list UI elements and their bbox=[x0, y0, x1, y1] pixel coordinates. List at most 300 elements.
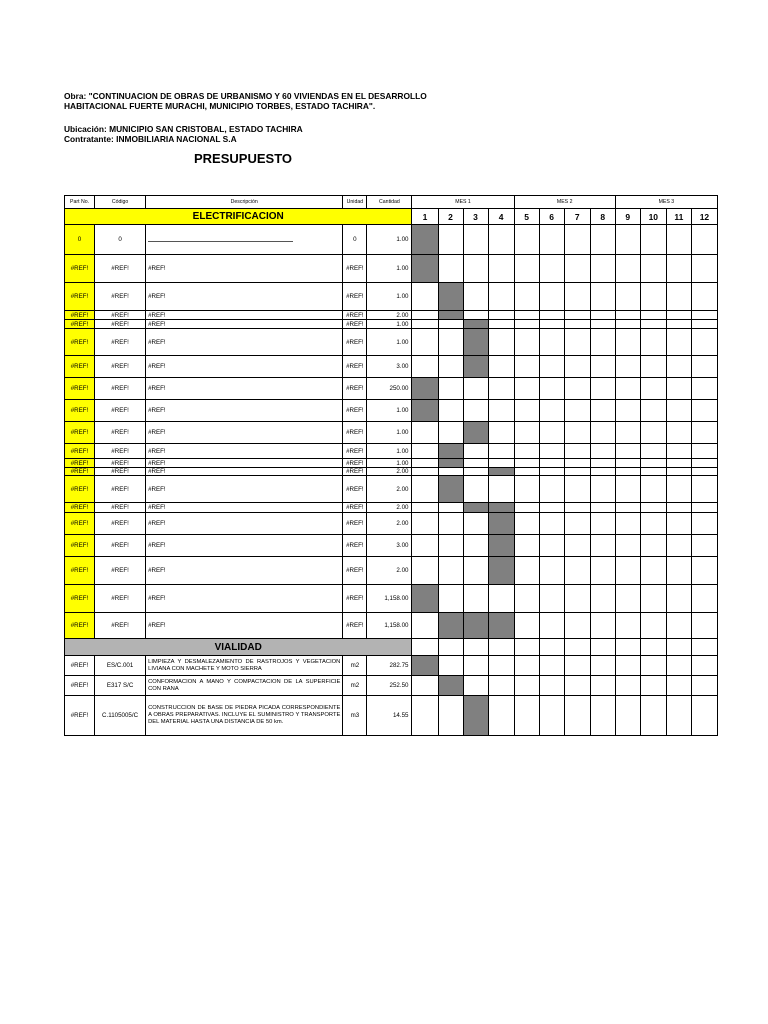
quantity-cell: 250.00 bbox=[367, 378, 412, 400]
gantt-cell bbox=[640, 320, 666, 329]
gantt-cell bbox=[640, 639, 666, 656]
gantt-cell bbox=[564, 476, 590, 503]
description-cell: CONSTRUCCION DE BASE DE PIEDRA PICADA CORRESPONDIENTE A OBRAS PREPARATIVAS. INCLUYE EL SUMINISTRO Y TRANSPORTE DEL MATERIAL HASTA UNA DISTANCIA DE 50 km. bbox=[146, 696, 343, 736]
gantt-cell bbox=[564, 225, 590, 255]
gantt-cell bbox=[640, 535, 666, 557]
gantt-cell bbox=[564, 535, 590, 557]
unit-cell: #REF! bbox=[343, 422, 367, 444]
gantt-cell bbox=[691, 400, 717, 422]
gantt-cell bbox=[412, 444, 438, 459]
quantity-cell: 2.00 bbox=[367, 476, 412, 503]
gantt-cell bbox=[640, 503, 666, 513]
gantt-cell bbox=[488, 329, 514, 356]
gantt-cell bbox=[640, 476, 666, 503]
gantt-cell bbox=[640, 356, 666, 378]
gantt-cell bbox=[564, 639, 590, 656]
col-header-code: Código bbox=[95, 196, 146, 209]
gantt-bar-cell bbox=[412, 378, 438, 400]
gantt-cell bbox=[463, 639, 488, 656]
gantt-cell bbox=[615, 676, 640, 696]
part-number-cell: #REF! bbox=[65, 676, 95, 696]
gantt-cell bbox=[514, 535, 539, 557]
gantt-cell bbox=[691, 696, 717, 736]
part-number-cell: #REF! bbox=[65, 503, 95, 513]
gantt-cell bbox=[615, 378, 640, 400]
gantt-cell bbox=[640, 255, 666, 283]
description-cell: #REF! bbox=[146, 444, 343, 459]
unit-cell: #REF! bbox=[343, 255, 367, 283]
gantt-cell bbox=[463, 225, 488, 255]
code-cell: #REF! bbox=[95, 513, 146, 535]
gantt-bar-cell bbox=[412, 400, 438, 422]
gantt-cell bbox=[590, 422, 615, 444]
gantt-cell bbox=[488, 676, 514, 696]
code-cell: #REF! bbox=[95, 255, 146, 283]
gantt-cell bbox=[539, 656, 564, 676]
gantt-cell bbox=[691, 557, 717, 585]
gantt-cell bbox=[463, 468, 488, 476]
gantt-cell bbox=[539, 422, 564, 444]
gantt-cell bbox=[514, 468, 539, 476]
part-number-cell: #REF! bbox=[65, 400, 95, 422]
quantity-cell: 1.00 bbox=[367, 422, 412, 444]
gantt-cell bbox=[615, 255, 640, 283]
description-cell: #REF! bbox=[146, 356, 343, 378]
gantt-cell bbox=[488, 459, 514, 468]
code-cell: #REF! bbox=[95, 503, 146, 513]
gantt-cell bbox=[488, 255, 514, 283]
gantt-bar-cell bbox=[463, 329, 488, 356]
week-header-3: 3 bbox=[463, 209, 488, 225]
gantt-cell bbox=[691, 639, 717, 656]
gantt-cell bbox=[514, 459, 539, 468]
unit-cell: #REF! bbox=[343, 356, 367, 378]
table-row bbox=[65, 400, 718, 422]
gantt-cell bbox=[514, 356, 539, 378]
month-header-3: MES 3 bbox=[615, 196, 717, 209]
gantt-cell bbox=[488, 639, 514, 656]
unit-cell: #REF! bbox=[343, 378, 367, 400]
code-cell: #REF! bbox=[95, 400, 146, 422]
gantt-cell bbox=[564, 329, 590, 356]
col-header-desc: Descripción bbox=[146, 196, 343, 209]
gantt-cell bbox=[666, 513, 691, 535]
gantt-cell bbox=[438, 468, 463, 476]
gantt-cell bbox=[615, 225, 640, 255]
gantt-cell bbox=[564, 378, 590, 400]
gantt-cell bbox=[514, 283, 539, 311]
gantt-cell bbox=[666, 503, 691, 513]
unit-cell: #REF! bbox=[343, 613, 367, 639]
code-cell: #REF! bbox=[95, 468, 146, 476]
gantt-cell bbox=[539, 283, 564, 311]
gantt-cell bbox=[438, 639, 463, 656]
gantt-bar-cell bbox=[488, 513, 514, 535]
gantt-cell bbox=[615, 535, 640, 557]
section-header-row bbox=[65, 639, 718, 656]
table-row bbox=[65, 225, 718, 255]
contratante-line: Contratante: INMOBILIARIA NACIONAL S.A bbox=[64, 134, 237, 144]
table-row bbox=[65, 311, 718, 320]
gantt-cell bbox=[590, 585, 615, 613]
gantt-cell bbox=[666, 378, 691, 400]
gantt-cell bbox=[514, 311, 539, 320]
gantt-cell bbox=[412, 696, 438, 736]
gantt-cell bbox=[438, 422, 463, 444]
quantity-cell: 1.00 bbox=[367, 400, 412, 422]
code-cell: #REF! bbox=[95, 356, 146, 378]
part-number-cell: #REF! bbox=[65, 459, 95, 468]
description-cell: #REF! bbox=[146, 378, 343, 400]
gantt-cell bbox=[615, 444, 640, 459]
gantt-cell bbox=[514, 585, 539, 613]
gantt-cell bbox=[615, 283, 640, 311]
gantt-cell bbox=[488, 225, 514, 255]
gantt-cell bbox=[640, 444, 666, 459]
gantt-cell bbox=[539, 676, 564, 696]
table-row bbox=[65, 283, 718, 311]
gantt-cell bbox=[590, 656, 615, 676]
description-cell bbox=[146, 225, 343, 255]
gantt-bar-cell bbox=[463, 503, 488, 513]
gantt-cell bbox=[590, 225, 615, 255]
gantt-cell bbox=[412, 283, 438, 311]
gantt-cell bbox=[564, 613, 590, 639]
gantt-cell bbox=[564, 585, 590, 613]
gantt-cell bbox=[463, 444, 488, 459]
unit-cell: #REF! bbox=[343, 329, 367, 356]
gantt-cell bbox=[640, 513, 666, 535]
gantt-cell bbox=[514, 613, 539, 639]
gantt-cell bbox=[514, 656, 539, 676]
week-header-6: 6 bbox=[539, 209, 564, 225]
part-number-cell: #REF! bbox=[65, 255, 95, 283]
gantt-cell bbox=[564, 356, 590, 378]
gantt-bar-cell bbox=[463, 422, 488, 444]
gantt-cell bbox=[666, 356, 691, 378]
gantt-cell bbox=[590, 476, 615, 503]
gantt-cell bbox=[590, 696, 615, 736]
gantt-cell bbox=[615, 639, 640, 656]
gantt-cell bbox=[590, 320, 615, 329]
gantt-cell bbox=[539, 476, 564, 503]
gantt-cell bbox=[666, 476, 691, 503]
part-number-cell: #REF! bbox=[65, 283, 95, 311]
gantt-cell bbox=[539, 557, 564, 585]
table-row bbox=[65, 696, 718, 736]
gantt-cell bbox=[463, 400, 488, 422]
quantity-cell: 2.00 bbox=[367, 557, 412, 585]
code-cell: ES/C.001 bbox=[95, 656, 146, 676]
gantt-bar-cell bbox=[463, 696, 488, 736]
gantt-cell bbox=[438, 320, 463, 329]
code-cell: #REF! bbox=[95, 422, 146, 444]
week-header-7: 7 bbox=[564, 209, 590, 225]
gantt-bar-cell bbox=[488, 613, 514, 639]
gantt-cell bbox=[539, 585, 564, 613]
gantt-cell bbox=[691, 676, 717, 696]
description-cell: #REF! bbox=[146, 329, 343, 356]
gantt-cell bbox=[691, 613, 717, 639]
description-cell: #REF! bbox=[146, 422, 343, 444]
gantt-cell bbox=[666, 696, 691, 736]
gantt-bar-cell bbox=[438, 459, 463, 468]
unit-cell: #REF! bbox=[343, 476, 367, 503]
part-number-cell: #REF! bbox=[65, 656, 95, 676]
section-header-row bbox=[65, 209, 718, 225]
gantt-bar-cell bbox=[412, 255, 438, 283]
gantt-cell bbox=[412, 356, 438, 378]
table-row bbox=[65, 613, 718, 639]
gantt-cell bbox=[640, 557, 666, 585]
description-cell: #REF! bbox=[146, 513, 343, 535]
gantt-cell bbox=[691, 585, 717, 613]
table-row bbox=[65, 329, 718, 356]
gantt-cell bbox=[691, 444, 717, 459]
gantt-cell bbox=[514, 676, 539, 696]
code-cell: #REF! bbox=[95, 444, 146, 459]
gantt-cell bbox=[615, 329, 640, 356]
unit-cell: 0 bbox=[343, 225, 367, 255]
month-header-1: MES 1 bbox=[412, 196, 514, 209]
week-header-4: 4 bbox=[488, 209, 514, 225]
gantt-cell bbox=[691, 311, 717, 320]
unit-cell: #REF! bbox=[343, 283, 367, 311]
unit-cell: m2 bbox=[343, 656, 367, 676]
gantt-cell bbox=[666, 639, 691, 656]
gantt-cell bbox=[691, 283, 717, 311]
gantt-cell bbox=[590, 639, 615, 656]
gantt-cell bbox=[590, 311, 615, 320]
gantt-cell bbox=[564, 513, 590, 535]
unit-cell: #REF! bbox=[343, 585, 367, 613]
gantt-cell bbox=[463, 535, 488, 557]
table-row bbox=[65, 459, 718, 468]
gantt-cell bbox=[539, 639, 564, 656]
gantt-cell bbox=[691, 476, 717, 503]
code-cell: #REF! bbox=[95, 535, 146, 557]
gantt-cell bbox=[463, 656, 488, 676]
table-row bbox=[65, 468, 718, 476]
gantt-cell bbox=[438, 656, 463, 676]
part-number-cell: #REF! bbox=[65, 356, 95, 378]
quantity-cell: 1,158.00 bbox=[367, 613, 412, 639]
gantt-cell bbox=[412, 535, 438, 557]
gantt-cell bbox=[590, 676, 615, 696]
gantt-cell bbox=[438, 225, 463, 255]
quantity-cell: 2.00 bbox=[367, 513, 412, 535]
gantt-cell bbox=[463, 459, 488, 468]
gantt-cell bbox=[514, 639, 539, 656]
description-cell: #REF! bbox=[146, 311, 343, 320]
description-cell: #REF! bbox=[146, 585, 343, 613]
gantt-cell bbox=[590, 378, 615, 400]
gantt-cell bbox=[615, 696, 640, 736]
gantt-cell bbox=[412, 422, 438, 444]
gantt-cell bbox=[463, 255, 488, 283]
gantt-cell bbox=[615, 557, 640, 585]
gantt-cell bbox=[488, 422, 514, 444]
gantt-cell bbox=[463, 513, 488, 535]
gantt-cell bbox=[691, 378, 717, 400]
gantt-cell bbox=[615, 513, 640, 535]
part-number-cell: #REF! bbox=[65, 535, 95, 557]
gantt-cell bbox=[488, 444, 514, 459]
gantt-bar-cell bbox=[463, 613, 488, 639]
gantt-cell bbox=[539, 311, 564, 320]
week-header-10: 10 bbox=[640, 209, 666, 225]
month-header-2: MES 2 bbox=[514, 196, 615, 209]
gantt-cell bbox=[590, 444, 615, 459]
part-number-cell: #REF! bbox=[65, 444, 95, 459]
gantt-cell bbox=[463, 676, 488, 696]
unit-cell: #REF! bbox=[343, 311, 367, 320]
gantt-cell bbox=[666, 444, 691, 459]
description-cell: #REF! bbox=[146, 503, 343, 513]
gantt-cell bbox=[640, 613, 666, 639]
gantt-cell bbox=[438, 585, 463, 613]
gantt-cell bbox=[539, 225, 564, 255]
gantt-cell bbox=[666, 656, 691, 676]
code-cell: #REF! bbox=[95, 557, 146, 585]
unit-cell: #REF! bbox=[343, 444, 367, 459]
gantt-cell bbox=[488, 311, 514, 320]
gantt-cell bbox=[640, 459, 666, 468]
gantt-cell bbox=[564, 255, 590, 283]
table-row bbox=[65, 255, 718, 283]
description-cell: #REF! bbox=[146, 283, 343, 311]
gantt-cell bbox=[412, 503, 438, 513]
unit-cell: #REF! bbox=[343, 459, 367, 468]
gantt-cell bbox=[666, 557, 691, 585]
gantt-cell bbox=[412, 459, 438, 468]
unit-cell: #REF! bbox=[343, 503, 367, 513]
description-cell: #REF! bbox=[146, 255, 343, 283]
gantt-bar-cell bbox=[412, 225, 438, 255]
part-number-cell: #REF! bbox=[65, 696, 95, 736]
gantt-cell bbox=[539, 320, 564, 329]
gantt-cell bbox=[438, 513, 463, 535]
week-header-9: 9 bbox=[615, 209, 640, 225]
gantt-cell bbox=[666, 225, 691, 255]
gantt-cell bbox=[564, 444, 590, 459]
quantity-cell: 252.50 bbox=[367, 676, 412, 696]
gantt-cell bbox=[691, 422, 717, 444]
quantity-cell: 2.00 bbox=[367, 311, 412, 320]
gantt-cell bbox=[564, 311, 590, 320]
col-header-qty: Cantidad bbox=[367, 196, 412, 209]
gantt-cell bbox=[463, 557, 488, 585]
part-number-cell: #REF! bbox=[65, 513, 95, 535]
gantt-cell bbox=[564, 468, 590, 476]
gantt-cell bbox=[590, 613, 615, 639]
gantt-cell bbox=[640, 311, 666, 320]
quantity-cell: 3.00 bbox=[367, 356, 412, 378]
gantt-cell bbox=[488, 696, 514, 736]
part-number-cell: #REF! bbox=[65, 329, 95, 356]
week-header-1: 1 bbox=[412, 209, 438, 225]
gantt-cell bbox=[463, 378, 488, 400]
gantt-cell bbox=[666, 329, 691, 356]
gantt-cell bbox=[615, 400, 640, 422]
gantt-cell bbox=[590, 400, 615, 422]
gantt-cell bbox=[564, 400, 590, 422]
gantt-cell bbox=[539, 613, 564, 639]
description-cell: CONFORMACION A MANO Y COMPACTACION DE LA SUPERFICIE CON RANA bbox=[146, 676, 343, 696]
gantt-cell bbox=[564, 459, 590, 468]
gantt-cell bbox=[666, 459, 691, 468]
code-cell: #REF! bbox=[95, 329, 146, 356]
week-header-2: 2 bbox=[438, 209, 463, 225]
gantt-cell bbox=[438, 696, 463, 736]
gantt-cell bbox=[514, 476, 539, 503]
quantity-cell: 2.00 bbox=[367, 468, 412, 476]
week-header-5: 5 bbox=[514, 209, 539, 225]
budget-table bbox=[64, 195, 718, 736]
gantt-cell bbox=[438, 503, 463, 513]
code-cell: #REF! bbox=[95, 283, 146, 311]
gantt-cell bbox=[564, 422, 590, 444]
gantt-cell bbox=[539, 378, 564, 400]
table-row bbox=[65, 676, 718, 696]
gantt-cell bbox=[438, 255, 463, 283]
description-cell: #REF! bbox=[146, 468, 343, 476]
gantt-bar-cell bbox=[412, 585, 438, 613]
gantt-cell bbox=[463, 311, 488, 320]
gantt-cell bbox=[488, 656, 514, 676]
gantt-cell bbox=[514, 329, 539, 356]
code-cell: #REF! bbox=[95, 459, 146, 468]
unit-cell: #REF! bbox=[343, 468, 367, 476]
unit-cell: m3 bbox=[343, 696, 367, 736]
description-cell: #REF! bbox=[146, 535, 343, 557]
quantity-cell: 1.00 bbox=[367, 444, 412, 459]
gantt-cell bbox=[640, 676, 666, 696]
gantt-cell bbox=[615, 468, 640, 476]
gantt-cell bbox=[590, 329, 615, 356]
quantity-cell: 1.00 bbox=[367, 329, 412, 356]
gantt-cell bbox=[666, 320, 691, 329]
code-cell: E317 S/C bbox=[95, 676, 146, 696]
gantt-cell bbox=[438, 356, 463, 378]
code-cell: #REF! bbox=[95, 320, 146, 329]
gantt-bar-cell bbox=[463, 320, 488, 329]
gantt-cell bbox=[488, 476, 514, 503]
table-row bbox=[65, 320, 718, 329]
unit-cell: #REF! bbox=[343, 320, 367, 329]
gantt-cell bbox=[666, 400, 691, 422]
table-row bbox=[65, 422, 718, 444]
description-cell: #REF! bbox=[146, 476, 343, 503]
part-number-cell: 0 bbox=[65, 225, 95, 255]
gantt-cell bbox=[539, 255, 564, 283]
quantity-cell: 3.00 bbox=[367, 535, 412, 557]
code-cell: #REF! bbox=[95, 476, 146, 503]
gantt-cell bbox=[412, 639, 438, 656]
gantt-cell bbox=[463, 283, 488, 311]
gantt-cell bbox=[691, 356, 717, 378]
description-cell: #REF! bbox=[146, 459, 343, 468]
gantt-cell bbox=[438, 557, 463, 585]
gantt-cell bbox=[412, 311, 438, 320]
table-row bbox=[65, 503, 718, 513]
part-number-cell: #REF! bbox=[65, 613, 95, 639]
gantt-cell bbox=[615, 613, 640, 639]
gantt-cell bbox=[539, 513, 564, 535]
gantt-cell bbox=[539, 444, 564, 459]
quantity-cell: 1.00 bbox=[367, 255, 412, 283]
obra-line-1: Obra: "CONTINUACION DE OBRAS DE URBANISMO Y 60 VIVIENDAS EN EL DESARROLLO bbox=[64, 91, 427, 101]
